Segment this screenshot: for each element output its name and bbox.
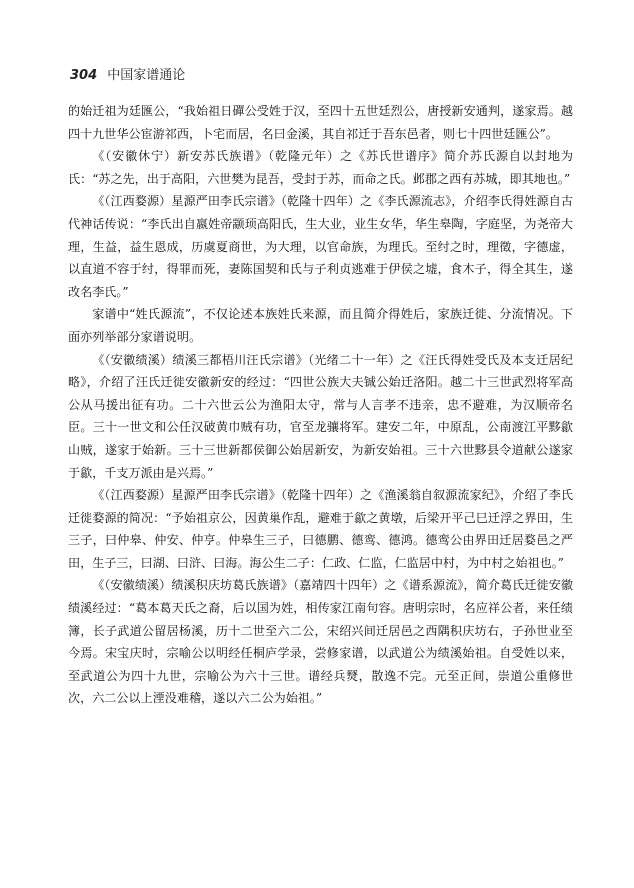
paragraph: 《（安徽绩溪）绩溪积庆坊葛氏族谱》（嘉靖四十四年）之《谱系源流》，简介葛氏迁徙安徽绩溪经过：“葛本葛天氏之裔，后以国为姓，相传家江南句容。唐明宗时，名应祥公者，来任绩簿，长子武道公留居杨溪，历十二世至六二公，宋绍兴间迁居邑之西隅积庆坊右，子孙世业至今焉。宋宝庆时，宗喻公以明经任桐庐学录，尝修家谱，以武道公为绩溪始祖。自受姓以来，至武道公为四十九世，宗喻公为六十三世。谱经兵燹，散逸不完。元至正间，崇道公重修世次，六二公以上湮没难稽，遂以六二公为始祖。”: [68, 578, 573, 706]
paragraph: 《（安徽绩溪）绩溪三都梧川汪氏宗谱》（光绪二十一年）之《汪氏得姓受氏及本支迁居纪略》，介绍了汪氏迁徙安徽新安的经过：“四世公族大夫铖公始迁洛阳。越二十三世武烈将军高公从马援出征有功。二十六世云公为渔阳太守，常与人言孝不违亲，忠不避难，为汉顺帝名臣。三十一世文和公任汉破黄巾贼有功，官至龙骧将军。建安二年，中原乱，公南渡江平黟歙山贼，遂家于始新。三十三世新都侯御公始居新安，为新安始祖。三十六世黟县令道献公遂家于歙，千支万派由是兴焉。”: [68, 352, 573, 480]
page-header: [70, 64, 185, 83]
paragraph: 《（江西婺源）星源严田李氏宗谱》（乾隆十四年）之《渔溪翁自叙源流家纪》，介绍了李氏迁徙婺源的简况：“予始祖京公，因黄巢作乱，避难于歙之黄墩，后梁开平己巳迁浮之界田，生三子，曰仲皋、仲安、仲亨。仲皋生三子，曰德鹏、德鸾、德鸿。德鸾公由界田迁居婺邑之严田，生子三，曰湖、曰浒、曰海。海公生二子：仁政、仁监，仁监居中村，为中村之始祖也。”: [68, 488, 573, 570]
paragraph: 《（安徽休宁）新安苏氏族谱》（乾隆元年）之《苏氏世谱序》简介苏氏源自以封地为氏：“苏之先，出于高阳，六世樊为昆吾，受封于苏，而命之氏。邺郡之西有苏城，即其地也。”: [68, 149, 573, 186]
page-number: 304: [70, 68, 98, 83]
running-title: 中国家谱通论: [107, 68, 186, 83]
paragraph: 《（江西婺源）星源严田李氏宗谱》（乾隆十四年）之《李氏源流志》，介绍李氏得姓源自古代神话传说：“李氏出自嬴姓帝颛顼高阳氏，生大业，业生女华，华生皋陶，字庭坚，为尧帝大理，生益，益生恩成，历虞夏商世，为大理，以官命族，为理氏。至纣之时，理徵，字德虚，以直道不容于纣，得罪而死，妻陈国契和氏与子利贞逃难于伊侯之墟，食木子，得全其生，遂改名李氏。”: [68, 194, 573, 299]
page-body: [68, 100, 573, 710]
paragraph: 的始迁祖为廷匯公，“我始祖日磾公受姓于汉，至四十五世廷烈公，唐授新安通判，遂家焉。越四十九世华公宦游祁西，卜宅而居，名曰金溪，其自祁迁于吾东邑者，则七十四世廷匯公”。: [68, 104, 573, 141]
paragraph: 家谱中“姓氏源流”，不仅论述本族姓氏来源，而且简介得姓后，家族迁徙、分流情况。下面亦列举部分家谱说明。: [68, 307, 573, 344]
